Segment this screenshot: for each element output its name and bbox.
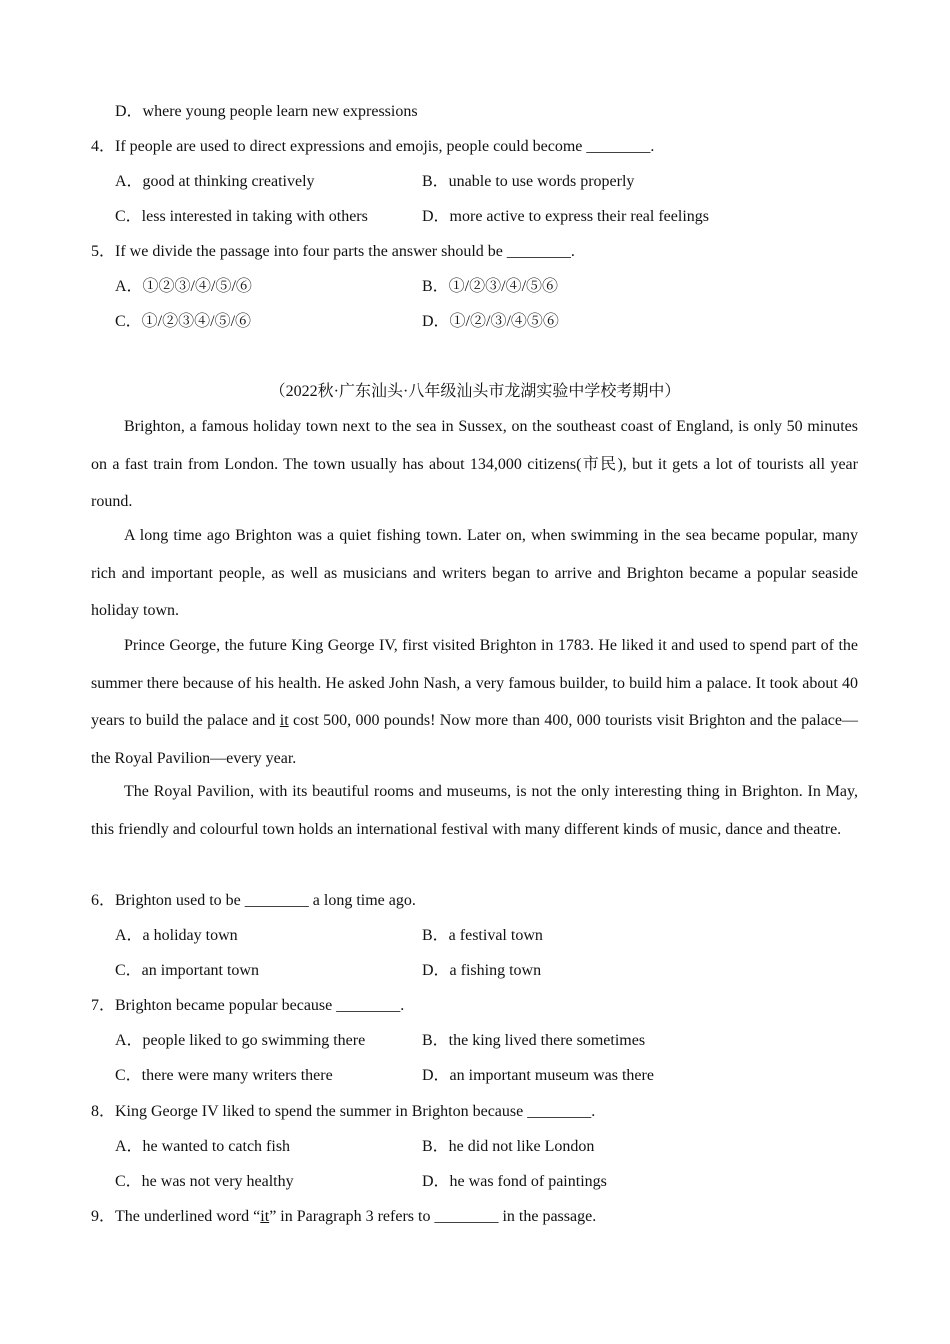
q4-option-d: D．more active to express their real feelings (422, 208, 710, 225)
q7-option-a: A．people liked to go swimming there (115, 1032, 366, 1049)
q8-option-a: A．he wanted to catch fish (115, 1138, 291, 1155)
q6-option-a: A．a holiday town (115, 927, 238, 944)
q8-option-b: B．he did not like London (422, 1138, 595, 1155)
q7-option-b: B．the king lived there sometimes (422, 1032, 646, 1049)
passage-paragraph-4: The Royal Pavilion, with its beautiful rooms and museums, is not the only interesting thing in Brighton. In May, this friendly and colourful town holds an international festival with many different kinds of music, dance and theatre. (91, 783, 858, 838)
passage-paragraph-3 (91, 627, 858, 777)
q5-option-d: D．①/②/③/④⑤⑥ (422, 313, 559, 330)
q7-stem: 7．Brighton became popular because ________. (91, 997, 405, 1014)
q6-stem: 6．Brighton used to be ________ a long time ago. (91, 892, 416, 909)
q8-option-d: D．he was fond of paintings (422, 1173, 607, 1190)
q5-stem: 5．If we divide the passage into four parts the answer should be ________. (91, 243, 575, 260)
q8-stem: 8．King George IV liked to spend the summer in Brighton because ________. (91, 1103, 596, 1120)
q6-option-b: B．a festival town (422, 927, 543, 944)
passage-source: （2022秋·广东汕头·八年级汕头市龙湖实验中学校考期中） (269, 383, 681, 400)
q9-stem-after: ” in Paragraph 3 refers to ________ in the passage. (269, 1208, 597, 1225)
q4-option-c: C．less interested in taking with others (115, 208, 368, 225)
q6-option-c: C．an important town (115, 962, 259, 979)
passage-paragraph-2: A long time ago Brighton was a quiet fishing town. Later on, when swimming in the sea became popular, many rich and important people, as well as musicians and writers began to arrive and Brighton became a popular seaside holiday town. (91, 527, 858, 619)
q5-option-b: B．①/②③/④/⑤⑥ (422, 278, 559, 295)
q4-stem: 4．If people are used to direct expressions and emojis, people could become ________. (91, 138, 655, 155)
p3-text-before: Prince George, the future King George IV, first visited Brighton in 1783. He liked it and used to spend part of the summer there because of his health. He asked John Nash, a very famous builder, to build him a palace. It took about 40 years to build the palace and (91, 637, 858, 729)
q5-option-a: A．①②③/④/⑤/⑥ (115, 278, 252, 295)
q3-option-d: D．where young people learn new expressions (115, 103, 418, 120)
q9-stem-before: 9．The underlined word “ (91, 1208, 261, 1225)
q6-option-d: D．a fishing town (422, 962, 542, 979)
q9-underlined-word: it (260, 1208, 270, 1225)
q4-option-a: A．good at thinking creatively (115, 173, 315, 190)
q7-option-c: C．there were many writers there (115, 1067, 333, 1084)
q9-stem (91, 1207, 596, 1227)
q7-option-d: D．an important museum was there (422, 1067, 654, 1084)
passage-paragraph-1: Brighton, a famous holiday town next to the sea in Sussex, on the southeast coast of England, is only 50 minutes on a fast train from London. The town usually has about 134,000 citizens(市民), but it gets a lot of tourists all year round. (91, 418, 858, 510)
q4-option-b: B．unable to use words properly (422, 173, 635, 190)
p3-underlined-word: it (279, 712, 289, 729)
q8-option-c: C．he was not very healthy (115, 1173, 294, 1190)
p3-text-after: cost 500, 000 pounds! Now more than 400, 000 tourists visit Brighton and the palace—the Royal Pavilion—every year. (91, 712, 858, 767)
q5-option-c: C．①/②③④/⑤/⑥ (115, 313, 252, 330)
